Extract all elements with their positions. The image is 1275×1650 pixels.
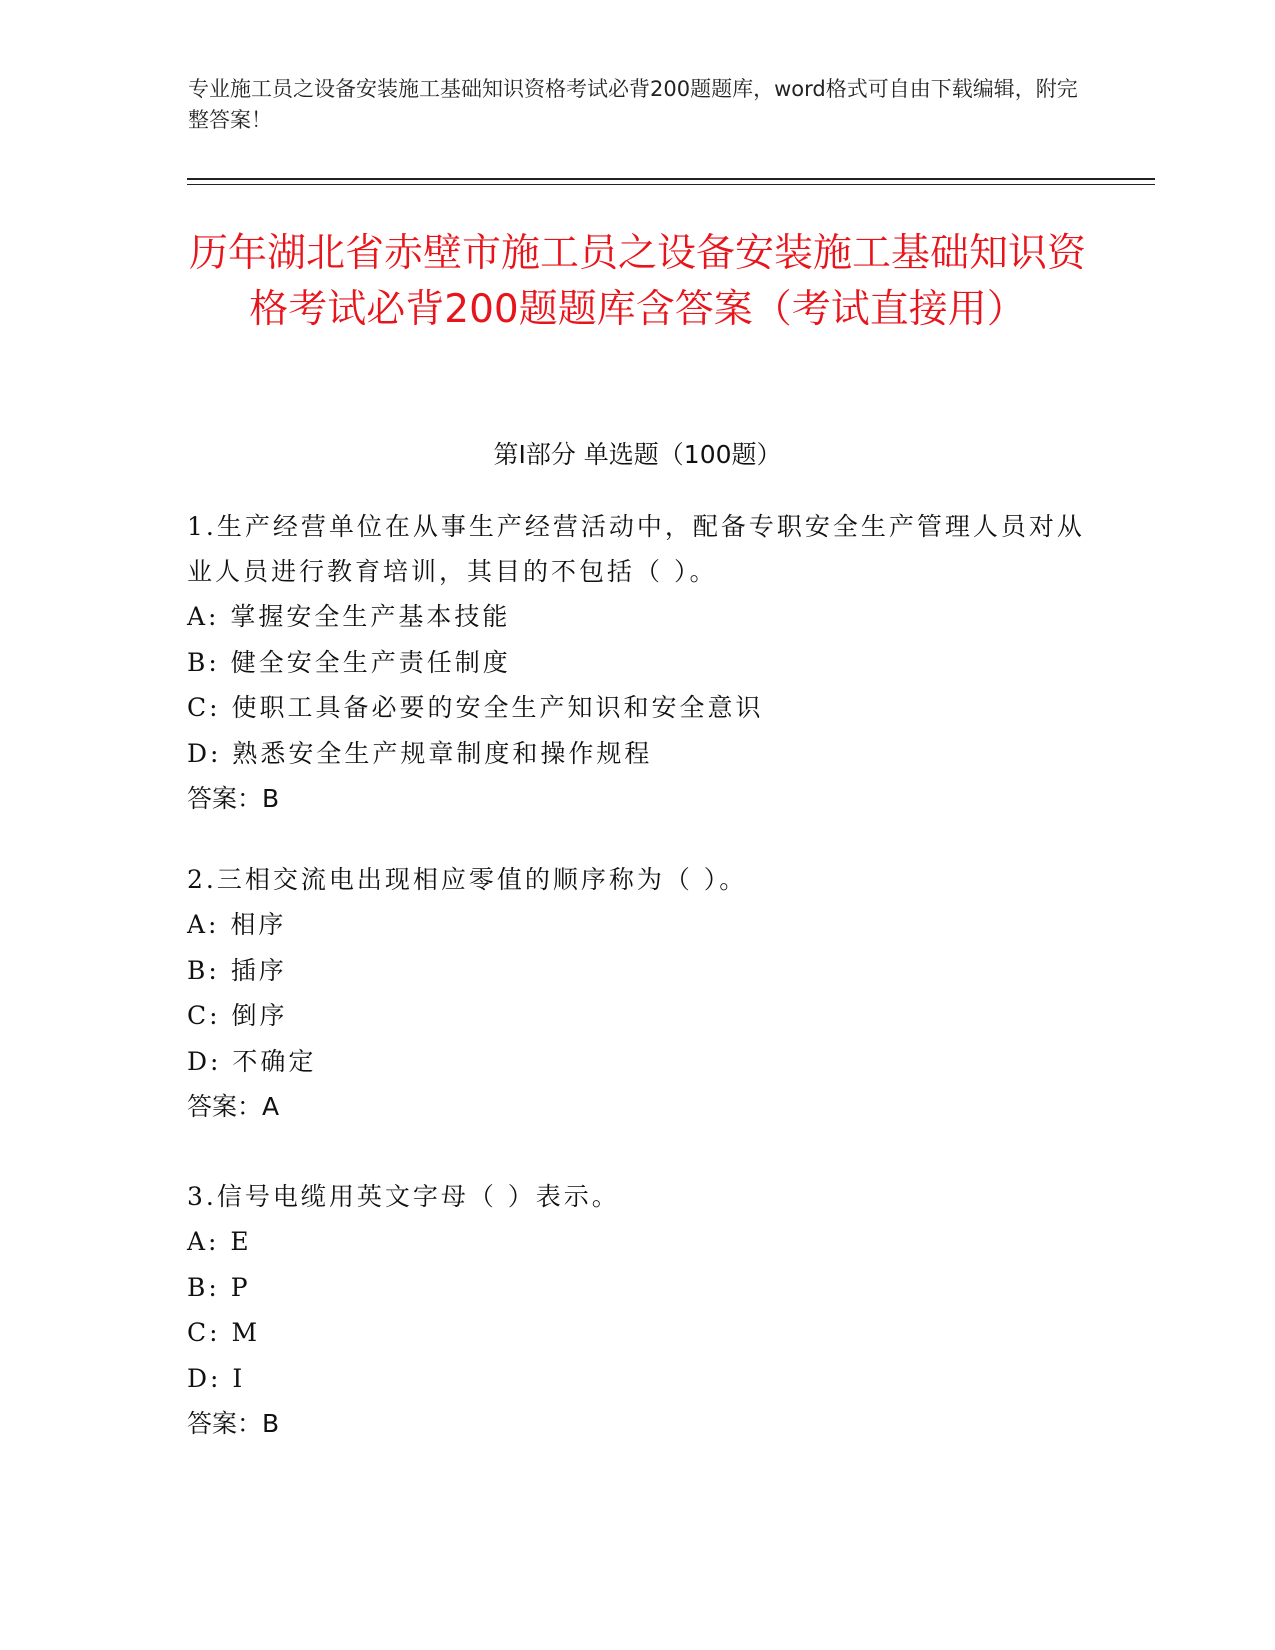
option-a: A: 掌握安全生产基本技能 bbox=[187, 602, 511, 631]
header-divider-thin bbox=[187, 184, 1155, 185]
option-a: A: E bbox=[187, 1227, 252, 1256]
option-b: B: 插序 bbox=[187, 955, 287, 985]
option-c: C: 倒序 bbox=[187, 1001, 288, 1030]
section-title: 第Ⅰ部分 单选题（100题） bbox=[493, 440, 782, 469]
option-a: A: 相序 bbox=[187, 910, 287, 939]
option-b: B: 健全安全生产责任制度 bbox=[187, 647, 511, 677]
question-stem: 2.三相交流电出现相应零值的顺序称为（ ）。 bbox=[187, 865, 748, 894]
answer: 答案：B bbox=[187, 1409, 280, 1438]
option-d: D: 熟悉安全生产规章制度和操作规程 bbox=[187, 738, 653, 768]
option-d: D: I bbox=[187, 1363, 246, 1393]
question-3 bbox=[187, 1174, 1087, 1446]
option-b: B: P bbox=[187, 1272, 251, 1302]
answer: 答案：B bbox=[187, 784, 280, 813]
document-title: 历年湖北省赤壁市施工员之设备安装施工基础知识资格考试必背200题题库含答案（考试直接用） bbox=[188, 231, 1086, 332]
header-divider-thick bbox=[187, 178, 1155, 180]
option-d: D: 不确定 bbox=[187, 1046, 317, 1076]
header-note: 专业施工员之设备安装施工基础知识资格考试必背200题题库，word格式可自由下载编辑，附完整答案！ bbox=[188, 77, 1078, 132]
question-stem: 1.生产经营单位在从事生产经营活动中，配备专职安全生产管理人员对从业人员进行教育培训，其目的不包括（ ）。 bbox=[187, 512, 1085, 586]
question-1 bbox=[187, 504, 1087, 821]
question-2 bbox=[187, 857, 1087, 1129]
answer: 答案：A bbox=[187, 1092, 280, 1121]
option-c: C: 使职工具备必要的安全生产知识和安全意识 bbox=[187, 693, 764, 722]
option-c: C: M bbox=[187, 1318, 261, 1347]
question-stem: 3.信号电缆用英文字母（ ）表示。 bbox=[187, 1182, 620, 1211]
